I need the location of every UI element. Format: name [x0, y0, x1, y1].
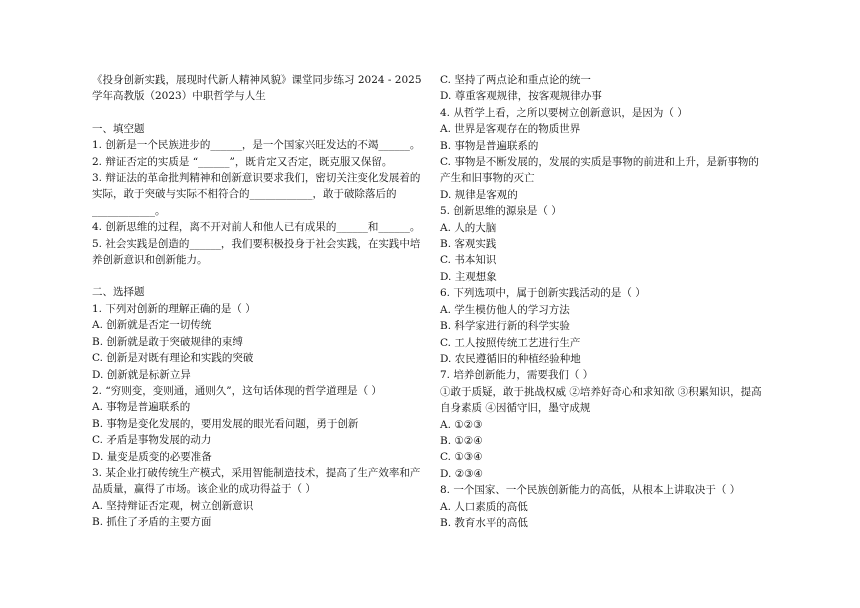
fill-in-section-heading: 一、填空题 — [92, 122, 145, 135]
choice-q6-option-b: B. 科学家进行新的科学实验 — [440, 320, 570, 333]
fill-in-question-3-line-2: 实际，敢于突破与实际不相符合的____________，敢于破除落后的 — [92, 188, 397, 201]
choice-q8-stem: 8. 一个国家、一个民族创新能力的高低，从根本上讲取决于（ ） — [440, 484, 741, 497]
choice-q1-option-c: C. 创新是对既有理论和实践的突破 — [92, 352, 254, 365]
choice-q6-option-d: D. 农民遵循旧的种植经验种地 — [440, 352, 581, 365]
fill-in-question-3-line-1: 3. 辩证法的革命批判精神和创新意识要求我们，密切关注变化发展着的 — [92, 172, 421, 185]
choice-q3-option-a: A. 坚持辩证否定观，树立创新意识 — [92, 499, 254, 512]
choice-q7-stem: 7. 培养创新能力，需要我们（ ） — [440, 369, 594, 382]
choice-q5-option-c: C. 书本知识 — [440, 254, 497, 267]
choice-q4-option-b: B. 事物是普遍联系的 — [440, 139, 539, 152]
fill-in-question-1: 1. 创新是一个民族进步的______，是一个国家兴旺发达的不竭______。 — [92, 139, 421, 152]
choice-q8-option-a: A. 人口素质的高低 — [440, 500, 528, 513]
choice-q2-stem: 2. “穷则变，变则通，通则久”，这句话体现的哲学道理是（ ） — [92, 384, 382, 397]
choice-q4-option-c-line-1: C. 事物是不断发展的，发展的实质是事物的前进和上升，是新事物的 — [440, 156, 759, 169]
choice-q7-statements-line-1: ①敢于质疑，敢于挑战权威 ②培养好奇心和求知欲 ③积累知识，提高 — [440, 385, 762, 398]
choice-q5-stem: 5. 创新思维的源泉是（ ） — [440, 205, 562, 218]
fill-in-question-5-line-2: 养创新意识和创新能力。 — [92, 254, 208, 267]
choice-q3-option-c: C. 坚持了两点论和重点论的统一 — [440, 74, 591, 86]
choice-q4-stem: 4. 从哲学上看，之所以要树立创新意识，是因为（ ） — [440, 106, 688, 119]
choice-q2-option-d: D. 量变是质变的必要准备 — [92, 450, 212, 463]
choice-q3-stem-line-1: 3. 某企业打破传统生产模式，采用智能制造技术，提高了生产效率和产 — [92, 466, 421, 479]
choice-q8-option-b: B. 教育水平的高低 — [440, 516, 528, 529]
choice-q1-stem: 1. 下列对创新的理解正确的是（ ） — [92, 302, 256, 315]
choice-q7-option-d: D. ②③④ — [440, 467, 483, 480]
choice-q1-option-a: A. 创新就是否定一切传统 — [92, 319, 212, 332]
choice-q6-stem: 6. 下列选项中，属于创新实践活动的是（ ） — [440, 287, 646, 300]
choice-q1-option-d: D. 创新就是标新立异 — [92, 368, 191, 381]
choice-q5-option-d: D. 主观想象 — [440, 270, 497, 283]
choice-section-heading: 二、选择题 — [92, 286, 145, 299]
choice-q1-option-b: B. 创新就是敢于突破规律的束缚 — [92, 335, 243, 348]
choice-q6-option-a: A. 学生模仿他人的学习方法 — [440, 303, 570, 316]
choice-q2-option-a: A. 事物是普遍联系的 — [92, 401, 191, 414]
choice-q4-option-d: D. 规律是客观的 — [440, 188, 518, 201]
choice-q5-option-b: B. 客观实践 — [440, 238, 497, 251]
choice-q5-option-a: A. 人的大脑 — [440, 221, 497, 234]
choice-q6-option-c: C. 工人按照传统工艺进行生产 — [440, 336, 581, 349]
worksheet-title-line-1: 《投身创新实践，展现时代新人精神风貌》课堂同步练习 2024 - 2025 — [92, 74, 422, 86]
choice-q7-option-c: C. ①③④ — [440, 451, 483, 464]
fill-in-question-3-line-3: ____________。 — [92, 204, 166, 217]
choice-q7-statements-line-2: 自身素质 ④因循守旧，墨守成规 — [440, 402, 591, 415]
choice-q3-stem-line-2: 品质量，赢得了市场。该企业的成功得益于（ ） — [92, 483, 316, 496]
right-column — [440, 72, 770, 531]
worksheet-title-line-2: 学年高教版（2023）中职哲学与人生 — [92, 90, 266, 103]
choice-q2-option-c: C. 矛盾是事物发展的动力 — [92, 434, 212, 447]
choice-q7-option-b: B. ①②④ — [440, 434, 483, 447]
fill-in-question-5-line-1: 5. 社会实践是创造的______，我们要积极投身于社会实践，在实践中培 — [92, 237, 421, 250]
choice-q2-option-b: B. 事物是变化发展的，要用发展的眼光看问题，勇于创新 — [92, 417, 359, 430]
fill-in-question-2: 2. 辩证否定的实质是 “______”，既肯定又否定，既克服又保留。 — [92, 155, 393, 168]
choice-q3-option-b: B. 抓住了矛盾的主要方面 — [92, 516, 212, 529]
choice-q7-option-a: A. ①②③ — [440, 418, 483, 431]
choice-q3-option-d: D. 尊重客观规律，按客观规律办事 — [440, 90, 602, 103]
left-column — [92, 72, 422, 531]
fill-in-question-4: 4. 创新思维的过程，离不开对前人和他人已有成果的______和______。 — [92, 221, 421, 234]
choice-q4-option-a: A. 世界是客观存在的物质世界 — [440, 123, 581, 136]
choice-q4-option-c-line-2: 产生和旧事物的灭亡 — [440, 172, 535, 185]
